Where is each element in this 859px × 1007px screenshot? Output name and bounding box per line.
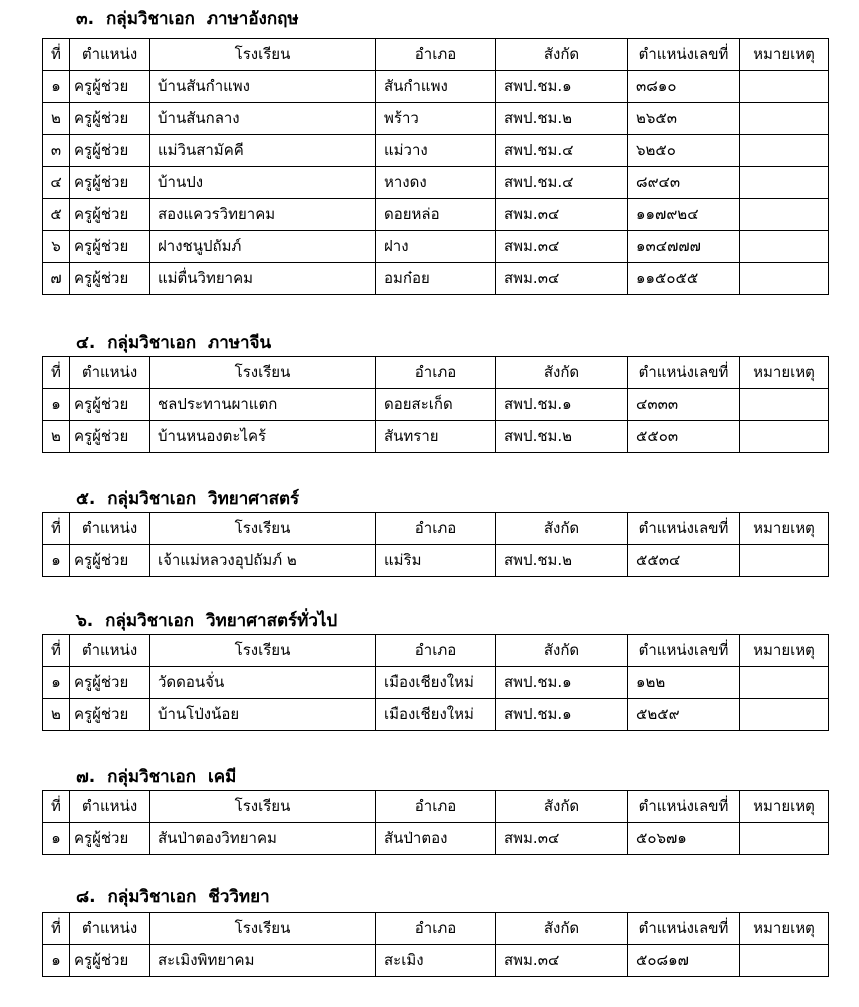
cell-agency: สพป.ชม.๑ <box>496 667 628 699</box>
cell-remark <box>740 389 829 421</box>
section-number: ๔. <box>76 333 96 353</box>
section-group: กลุ่มวิชาเอก <box>107 333 197 353</box>
cell-district: หางดง <box>376 167 496 199</box>
section-heading <box>76 886 276 908</box>
cell-district: ดอยสะเก็ด <box>376 389 496 421</box>
cell-agency: สพป.ชม.๑ <box>496 389 628 421</box>
header-position: ตำแหน่ง <box>70 913 150 945</box>
section-heading <box>76 488 305 510</box>
cell-no: ๒ <box>43 421 70 453</box>
header-district: อำเภอ <box>376 791 496 823</box>
cell-remark <box>740 699 829 731</box>
cell-position-number: ๘๙๔๓ <box>628 167 740 199</box>
header-district: อำเภอ <box>376 913 496 945</box>
cell-district: พร้าว <box>376 103 496 135</box>
positions-table <box>42 512 829 577</box>
cell-district: เมืองเชียงใหม่ <box>376 699 496 731</box>
header-no: ที่ <box>43 913 70 945</box>
header-school: โรงเรียน <box>150 357 376 389</box>
header-position: ตำแหน่ง <box>70 513 150 545</box>
table-row <box>43 823 829 855</box>
cell-position: ครูผู้ช่วย <box>70 945 150 977</box>
header-position-number: ตำแหน่งเลขที่ <box>628 513 740 545</box>
cell-school: แม่ตื่นวิทยาคม <box>150 263 376 295</box>
cell-school: ชลประทานผาแตก <box>150 389 376 421</box>
section-group: กลุ่มวิชาเอก <box>107 767 197 787</box>
cell-school: วัดดอนจั่น <box>150 667 376 699</box>
cell-position: ครูผู้ช่วย <box>70 167 150 199</box>
cell-position-number: ๕๐๖๗๑ <box>628 823 740 855</box>
header-school: โรงเรียน <box>150 39 376 71</box>
section-heading <box>76 766 242 788</box>
cell-position: ครูผู้ช่วย <box>70 71 150 103</box>
table-row <box>43 699 829 731</box>
cell-school: บ้านปง <box>150 167 376 199</box>
positions-table <box>42 790 829 855</box>
cell-remark <box>740 71 829 103</box>
header-school: โรงเรียน <box>150 913 376 945</box>
cell-district: ดอยหล่อ <box>376 199 496 231</box>
header-row <box>43 635 829 667</box>
cell-remark <box>740 167 829 199</box>
cell-position: ครูผู้ช่วย <box>70 389 150 421</box>
section-heading <box>76 610 343 632</box>
header-remark: หมายเหตุ <box>740 357 829 389</box>
section-heading <box>76 8 305 30</box>
table-row <box>43 71 829 103</box>
table-row <box>43 667 829 699</box>
section-group: กลุ่มวิชาเอก <box>105 611 195 631</box>
cell-agency: สพป.ชม.๔ <box>496 167 628 199</box>
header-district: อำเภอ <box>376 635 496 667</box>
header-position-number: ตำแหน่งเลขที่ <box>628 913 740 945</box>
cell-district: สันทราย <box>376 421 496 453</box>
cell-agency: สพม.๓๔ <box>496 823 628 855</box>
table-row <box>43 421 829 453</box>
cell-remark <box>740 263 829 295</box>
table-row <box>43 945 829 977</box>
cell-no: ๗ <box>43 263 70 295</box>
cell-no: ๖ <box>43 231 70 263</box>
cell-position-number: ๓๘๑๐ <box>628 71 740 103</box>
table-row <box>43 389 829 421</box>
table-row <box>43 199 829 231</box>
cell-no: ๑ <box>43 545 70 577</box>
section-subject: วิทยาศาสตร์ <box>208 489 300 509</box>
cell-district: แม่ริม <box>376 545 496 577</box>
cell-school: แม่วินสามัคคี <box>150 135 376 167</box>
cell-agency: สพม.๓๔ <box>496 231 628 263</box>
cell-position-number: ๑๓๔๗๗๗ <box>628 231 740 263</box>
header-row <box>43 513 829 545</box>
cell-remark <box>740 545 829 577</box>
header-position-number: ตำแหน่งเลขที่ <box>628 635 740 667</box>
header-remark: หมายเหตุ <box>740 791 829 823</box>
header-position: ตำแหน่ง <box>70 791 150 823</box>
cell-school: บ้านสันกลาง <box>150 103 376 135</box>
cell-agency: สพม.๓๔ <box>496 199 628 231</box>
header-remark: หมายเหตุ <box>740 635 829 667</box>
cell-remark <box>740 103 829 135</box>
cell-no: ๑ <box>43 823 70 855</box>
header-remark: หมายเหตุ <box>740 39 829 71</box>
cell-agency: สพป.ชม.๒ <box>496 103 628 135</box>
cell-school: บ้านโป่งน้อย <box>150 699 376 731</box>
cell-no: ๔ <box>43 167 70 199</box>
header-no: ที่ <box>43 39 70 71</box>
cell-school: บ้านสันกำแพง <box>150 71 376 103</box>
cell-position: ครูผู้ช่วย <box>70 667 150 699</box>
cell-position-number: ๔๓๓๓ <box>628 389 740 421</box>
header-remark: หมายเหตุ <box>740 913 829 945</box>
cell-position: ครูผู้ช่วย <box>70 135 150 167</box>
header-row <box>43 39 829 71</box>
table-row <box>43 135 829 167</box>
section-subject: ชีววิทยา <box>208 887 270 907</box>
cell-position-number: ๑๑๕๐๕๕ <box>628 263 740 295</box>
header-no: ที่ <box>43 635 70 667</box>
header-row <box>43 913 829 945</box>
header-no: ที่ <box>43 513 70 545</box>
cell-agency: สพป.ชม.๒ <box>496 545 628 577</box>
positions-table <box>42 634 829 731</box>
header-position-number: ตำแหน่งเลขที่ <box>628 39 740 71</box>
section-group: กลุ่มวิชาเอก <box>107 489 197 509</box>
table-row <box>43 545 829 577</box>
cell-agency: สพป.ชม.๑ <box>496 71 628 103</box>
cell-district: แม่วาง <box>376 135 496 167</box>
cell-district: เมืองเชียงใหม่ <box>376 667 496 699</box>
cell-agency: สพป.ชม.๔ <box>496 135 628 167</box>
cell-school: สองแควรวิทยาคม <box>150 199 376 231</box>
cell-position: ครูผู้ช่วย <box>70 421 150 453</box>
table-row <box>43 167 829 199</box>
cell-no: ๑ <box>43 667 70 699</box>
section-heading <box>76 332 277 354</box>
cell-position: ครูผู้ช่วย <box>70 699 150 731</box>
header-agency: สังกัด <box>496 635 628 667</box>
cell-agency: สพม.๓๔ <box>496 945 628 977</box>
cell-school: เจ้าแม่หลวงอุปถัมภ์ ๒ <box>150 545 376 577</box>
cell-agency: สพป.ชม.๑ <box>496 699 628 731</box>
header-district: อำเภอ <box>376 513 496 545</box>
cell-no: ๑ <box>43 71 70 103</box>
cell-no: ๑ <box>43 945 70 977</box>
header-agency: สังกัด <box>496 513 628 545</box>
cell-agency: สพม.๓๔ <box>496 263 628 295</box>
section-subject: ภาษาอังกฤษ <box>206 9 299 29</box>
cell-position: ครูผู้ช่วย <box>70 231 150 263</box>
header-position: ตำแหน่ง <box>70 357 150 389</box>
cell-remark <box>740 945 829 977</box>
header-agency: สังกัด <box>496 791 628 823</box>
positions-table <box>42 38 829 295</box>
cell-position-number: ๕๒๕๙ <box>628 699 740 731</box>
header-row <box>43 357 829 389</box>
cell-agency: สพป.ชม.๒ <box>496 421 628 453</box>
table-row <box>43 263 829 295</box>
cell-position: ครูผู้ช่วย <box>70 545 150 577</box>
cell-remark <box>740 667 829 699</box>
cell-position: ครูผู้ช่วย <box>70 823 150 855</box>
header-school: โรงเรียน <box>150 635 376 667</box>
positions-table <box>42 356 829 453</box>
cell-school: สะเมิงพิทยาคม <box>150 945 376 977</box>
section-number: ๖. <box>76 611 94 631</box>
cell-no: ๓ <box>43 135 70 167</box>
header-agency: สังกัด <box>496 357 628 389</box>
positions-table <box>42 912 829 977</box>
cell-position: ครูผู้ช่วย <box>70 199 150 231</box>
header-remark: หมายเหตุ <box>740 513 829 545</box>
cell-no: ๕ <box>43 199 70 231</box>
table-row <box>43 231 829 263</box>
section-number: ๓. <box>76 9 95 29</box>
cell-no: ๒ <box>43 699 70 731</box>
cell-position-number: ๒๖๕๓ <box>628 103 740 135</box>
cell-no: ๒ <box>43 103 70 135</box>
header-district: อำเภอ <box>376 39 496 71</box>
header-position: ตำแหน่ง <box>70 39 150 71</box>
header-row <box>43 791 829 823</box>
cell-position: ครูผู้ช่วย <box>70 103 150 135</box>
cell-school: บ้านหนองตะไคร้ <box>150 421 376 453</box>
section-subject: เคมี <box>207 767 237 787</box>
header-school: โรงเรียน <box>150 513 376 545</box>
cell-district: สันป่าตอง <box>376 823 496 855</box>
section-group: กลุ่มวิชาเอก <box>106 9 195 29</box>
header-position-number: ตำแหน่งเลขที่ <box>628 791 740 823</box>
cell-remark <box>740 199 829 231</box>
cell-position-number: ๕๕๓๔ <box>628 545 740 577</box>
cell-position-number: ๖๒๕๐ <box>628 135 740 167</box>
header-agency: สังกัด <box>496 913 628 945</box>
cell-school: ฝางชนูปถัมภ์ <box>150 231 376 263</box>
header-no: ที่ <box>43 357 70 389</box>
header-school: โรงเรียน <box>150 791 376 823</box>
section-number: ๘. <box>76 887 96 907</box>
cell-position-number: ๑๑๗๙๒๔ <box>628 199 740 231</box>
cell-position-number: ๕๕๐๓ <box>628 421 740 453</box>
header-position: ตำแหน่ง <box>70 635 150 667</box>
cell-district: สันกำแพง <box>376 71 496 103</box>
section-number: ๕. <box>76 489 96 509</box>
section-subject: ภาษาจีน <box>208 333 272 353</box>
cell-school: สันป่าตองวิทยาคม <box>150 823 376 855</box>
header-position-number: ตำแหน่งเลขที่ <box>628 357 740 389</box>
section-subject: วิทยาศาสตร์ทั่วไป <box>205 611 338 631</box>
header-no: ที่ <box>43 791 70 823</box>
cell-position: ครูผู้ช่วย <box>70 263 150 295</box>
header-agency: สังกัด <box>496 39 628 71</box>
cell-position-number: ๑๒๒ <box>628 667 740 699</box>
cell-remark <box>740 231 829 263</box>
cell-district: อมก๋อย <box>376 263 496 295</box>
header-district: อำเภอ <box>376 357 496 389</box>
section-group: กลุ่มวิชาเอก <box>107 887 197 907</box>
section-number: ๗. <box>76 767 96 787</box>
cell-remark <box>740 823 829 855</box>
table-row <box>43 103 829 135</box>
cell-remark <box>740 135 829 167</box>
cell-district: สะเมิง <box>376 945 496 977</box>
cell-no: ๑ <box>43 389 70 421</box>
cell-district: ฝาง <box>376 231 496 263</box>
cell-position-number: ๕๐๘๑๗ <box>628 945 740 977</box>
cell-remark <box>740 421 829 453</box>
